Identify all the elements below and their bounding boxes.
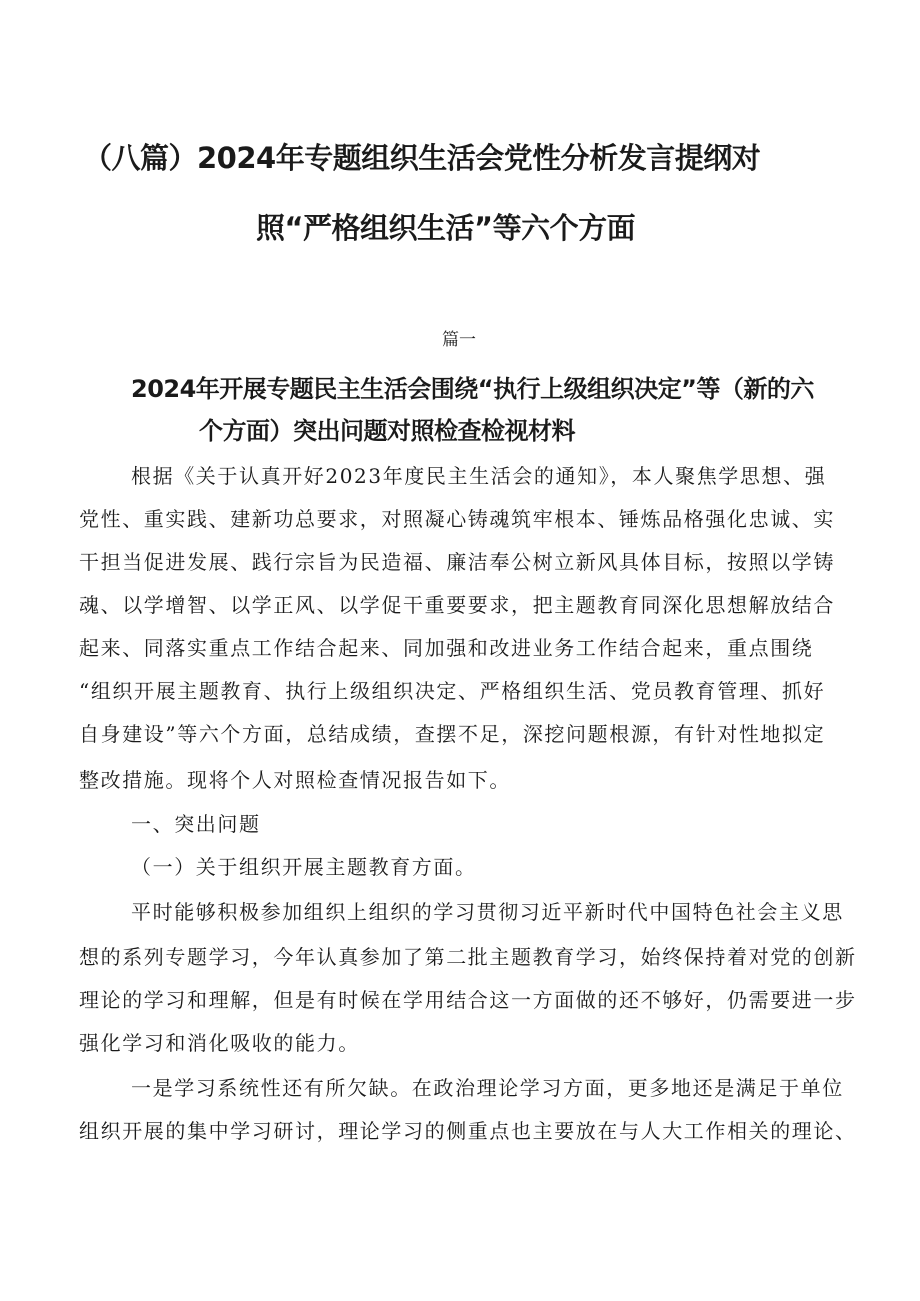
body-line: 强化学习和消化吸收的能力。: [79, 1031, 360, 1055]
body-line: 理论的学习和理解，但是有时候在学用结合这一方面做的还不够好，仍需要进一步: [79, 988, 857, 1012]
subsection-heading: （一）关于组织开展主题教育方面。: [131, 855, 477, 879]
body-line: “组织开展主题教育、执行上级组织决定、严格组织生活、党员教育管理、抓好: [79, 679, 826, 703]
body-line: 根据《关于认真开好2023年度民主生活会的通知》，本人聚焦学思想、强: [131, 464, 827, 488]
document-title-line-2: 照“严格组织生活”等六个方面: [256, 211, 636, 245]
body-line: 干担当促进发展、践行宗旨为民造福、廉洁奉公树立新风具体目标，按照以学铸: [79, 550, 835, 574]
body-line: 党性、重实践、建新功总要求，对照凝心铸魂筑牢根本、锤炼品格强化忠诚、实: [79, 507, 835, 531]
body-line: 想的系列专题学习，今年认真参加了第二批主题教育学习，始终保持着对党的创新: [79, 945, 857, 969]
body-line: 整改措施。现将个人对照检查情况报告如下。: [79, 768, 511, 792]
body-line: 自身建设”等六个方面，总结成绩，查摆不足，深挖问题根源，有针对性地拟定: [79, 722, 826, 746]
body-line: 一是学习系统性还有所欠缺。在政治理论学习方面，更多地还是满足于单位: [131, 1076, 844, 1100]
section-subtitle-line-2: 个方面）突出问题对照检查检视材料: [199, 417, 575, 445]
section-subtitle-line-1: 2024年开展专题民主生活会围绕“执行上级组织决定”等（新的六: [131, 375, 814, 403]
body-line: 平时能够积极参加组织上组织的学习贯彻习近平新时代中国特色社会主义思: [131, 900, 844, 924]
document-title-line-1: （八篇）2024年专题组织生活会党性分析发言提纲对: [83, 141, 761, 175]
body-line: 组织开展的集中学习研讨，理论学习的侧重点也主要放在与人大工作相关的理论、: [79, 1119, 857, 1143]
section-heading: 一、突出问题: [131, 812, 261, 836]
body-line: 起来、同落实重点工作结合起来、同加强和改进业务工作结合起来，重点围绕: [79, 636, 814, 660]
body-line: 魂、以学增智、以学正风、以学促干重要要求，把主题教育同深化思想解放结合: [79, 593, 835, 617]
part-label: 篇一: [442, 330, 476, 350]
